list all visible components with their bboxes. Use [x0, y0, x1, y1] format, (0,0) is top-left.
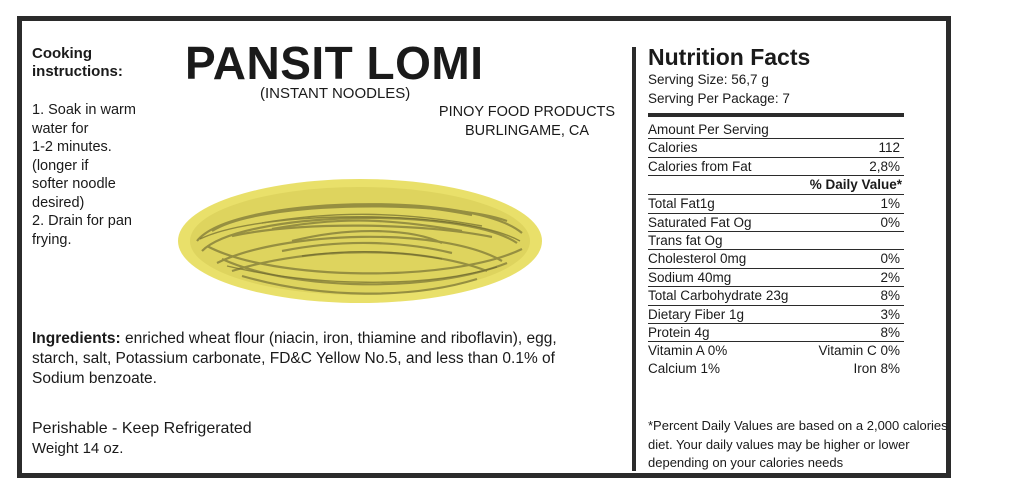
cooking-title-line2: instructions: — [32, 63, 123, 80]
calories-from-fat-row — [648, 158, 904, 176]
vitamin-c: Vitamin C 0% — [818, 343, 900, 359]
nutrition-facts-panel — [648, 45, 904, 377]
calories-row — [648, 139, 904, 157]
daily-value-header: % Daily Value* — [648, 176, 904, 195]
product-title: PANSIT LOMI — [185, 37, 484, 89]
cooking-step-1: 1. Soak in warm water for 1-2 minutes. (longer if softer noodle desired) — [32, 102, 136, 211]
nutrient-row — [648, 195, 904, 213]
nutrient-label: Dietary Fiber 1g — [648, 306, 745, 322]
cooking-steps — [32, 101, 162, 249]
nutrient-label: Total Carbohydrate 23g — [648, 288, 789, 304]
nutrition-thick-rule — [648, 113, 904, 117]
nutrient-row — [648, 214, 904, 232]
product-subtitle: (INSTANT NOODLES) — [260, 85, 411, 102]
ingredients-text: enriched wheat flour (niacin, iron, thiamine and riboflavin), egg, starch, salt, Potassium carbonate, FD&C Yellow No.5, and less than 0.1% of Sodium benzoate. — [32, 330, 557, 387]
nutrient-value: 0% — [880, 214, 900, 230]
ingredients-label: Ingredients: — [32, 330, 121, 347]
calories-from-fat-label: Calories from Fat — [648, 158, 752, 174]
amount-per-serving — [648, 121, 904, 139]
section-divider — [632, 47, 636, 471]
product-label — [17, 16, 951, 478]
nutrient-row — [648, 306, 904, 324]
nutrient-value: 8% — [880, 288, 900, 304]
nutrient-value: 3% — [880, 306, 900, 322]
servings-per-package: Serving Per Package: 7 — [648, 90, 790, 106]
daily-value-footnote: *Percent Daily Values are based on a 2,000 calories diet. Your daily values may be higher or lower depending on your calories needs — [648, 418, 948, 470]
noodle-nest-image — [172, 171, 547, 311]
nutrient-label: Sodium 40mg — [648, 269, 732, 285]
nutrient-value: 0% — [880, 251, 900, 267]
nutrient-value — [900, 232, 904, 249]
manufacturer — [427, 103, 627, 141]
vitamin-a: Vitamin A 0% — [648, 343, 728, 359]
mineral-row — [648, 360, 904, 377]
storage-note: Perishable - Keep Refrigerated — [32, 420, 252, 437]
cooking-title-line1: Cooking — [32, 45, 92, 62]
nutrient-row — [648, 269, 904, 287]
nutrient-row — [648, 324, 904, 342]
manufacturer-name: PINOY FOOD PRODUCTS — [438, 104, 616, 120]
nutrient-label: Cholesterol 0mg — [648, 251, 747, 267]
manufacturer-location: BURLINGAME, CA — [464, 123, 590, 139]
cooking-step-2: 2. Drain for pan frying. — [32, 213, 132, 248]
nutrient-label: Protein 4g — [648, 324, 710, 340]
nutrient-label: Saturated Fat Og — [648, 214, 752, 230]
nutrient-label: Total Fat1g — [648, 196, 715, 212]
calcium: Calcium 1% — [648, 360, 721, 376]
nutrient-value: 8% — [880, 324, 900, 340]
nutrient-value: 1% — [880, 196, 900, 212]
calories-value: 112 — [878, 140, 900, 156]
net-weight: Weight 14 oz. — [32, 440, 124, 457]
nutrition-title: Nutrition Facts — [648, 44, 811, 70]
vitamin-row — [648, 342, 904, 359]
nutrient-row — [648, 232, 904, 250]
calories-label: Calories — [648, 140, 698, 156]
calories-from-fat-value: 2,8% — [869, 158, 900, 174]
nutrient-value: 2% — [880, 269, 900, 285]
amount-per-serving-label: Amount Per Serving — [648, 122, 769, 137]
nutrient-label: Trans fat Og — [648, 232, 723, 248]
ingredients — [32, 329, 592, 389]
nutrient-row — [648, 287, 904, 305]
nutrient-row — [648, 250, 904, 268]
serving-size: Serving Size: 56,7 g — [648, 72, 769, 87]
iron: Iron 8% — [853, 360, 900, 376]
cooking-title — [32, 45, 142, 81]
